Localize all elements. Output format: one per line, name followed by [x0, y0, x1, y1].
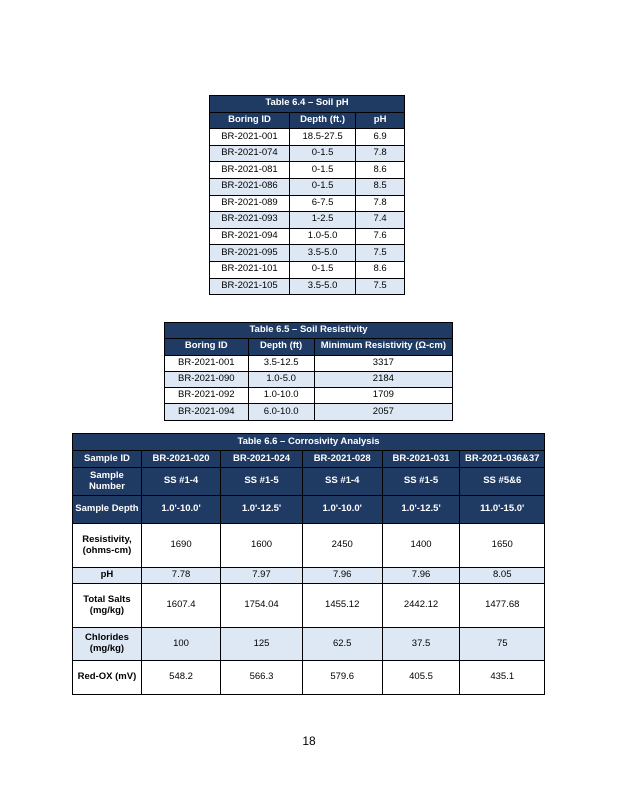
table-row — [210, 129, 405, 146]
value-cell: 2450 — [302, 524, 382, 568]
value-cell: 125 — [221, 628, 303, 661]
value-cell: 1607.4 — [141, 584, 220, 628]
ph-cell: 7.6 — [356, 228, 405, 245]
resistivity-cell: 2057 — [314, 404, 452, 420]
ph-cell: 8.6 — [356, 162, 405, 179]
sample-number-cell: SS #5&6 — [460, 468, 545, 496]
boring-id-cell: BR-2021-090 — [165, 371, 249, 387]
value-cell: 37.5 — [382, 628, 460, 661]
boring-id-cell: BR-2021-001 — [210, 129, 290, 146]
ph-cell: 7.5 — [356, 278, 405, 295]
ph-cell: 7.5 — [356, 245, 405, 262]
boring-id-cell: BR-2021-001 — [165, 355, 249, 371]
ph-cell: 7.8 — [356, 195, 405, 212]
depth-cell: 0-1.5 — [289, 178, 355, 195]
sample-number-cell: SS #1-5 — [382, 468, 460, 496]
depth-cell: 18.5-27.5 — [289, 129, 355, 146]
sample-number-cell: SS #1-4 — [302, 468, 382, 496]
value-cell: 7.96 — [382, 568, 460, 584]
page-number: 18 — [302, 734, 316, 748]
value-cell: 1477.68 — [460, 584, 545, 628]
table-row — [210, 278, 405, 295]
table-row — [210, 145, 405, 162]
column-header: Depth (ft.) — [289, 112, 355, 129]
value-cell: 1690 — [141, 524, 220, 568]
value-cell: 7.97 — [221, 568, 303, 584]
row-label: Resistivity, (ohms-cm) — [73, 524, 142, 568]
depth-cell: 0-1.5 — [289, 261, 355, 278]
depth-cell: 1.0-5.0 — [248, 371, 314, 387]
sample-depth-label: Sample Depth — [73, 496, 142, 524]
corrosivity-table-title: Table 6.6 – Corrosivity Analysis — [73, 434, 545, 451]
value-cell: 579.6 — [302, 661, 382, 695]
table-row — [210, 245, 405, 262]
sample-depth-cell: 1.0'-12.5' — [221, 496, 303, 524]
row-label: Red-OX (mV) — [73, 661, 142, 695]
value-cell: 8.05 — [460, 568, 545, 584]
row-label: Total Salts (mg/kg) — [73, 584, 142, 628]
sample-id-cell: BR-2021-036&37 — [460, 451, 545, 468]
value-cell: 548.2 — [141, 661, 220, 695]
depth-cell: 1.0-10.0 — [248, 388, 314, 404]
value-cell: 100 — [141, 628, 220, 661]
table-row — [165, 355, 453, 371]
boring-id-cell: BR-2021-081 — [210, 162, 290, 179]
sample-number-label: Sample Number — [73, 468, 142, 496]
sample-depth-cell: 1.0'-12.5' — [382, 496, 460, 524]
column-header: pH — [356, 112, 405, 129]
soil-ph-table — [209, 95, 405, 295]
sample-id-label: Sample ID — [73, 451, 142, 468]
value-cell: 62.5 — [302, 628, 382, 661]
sample-depth-cell: 1.0'-10.0' — [302, 496, 382, 524]
table-row — [210, 195, 405, 212]
table-row — [73, 584, 545, 628]
sample-depth-cell: 11.0'-15.0' — [460, 496, 545, 524]
table-row — [165, 404, 453, 420]
value-cell: 1754.04 — [221, 584, 303, 628]
value-cell: 2442.12 — [382, 584, 460, 628]
soil-resistivity-table-title: Table 6.5 – Soil Resistivity — [165, 323, 453, 339]
column-header: Boring ID — [210, 112, 290, 129]
boring-id-cell: BR-2021-086 — [210, 178, 290, 195]
depth-cell: 3.5-5.0 — [289, 245, 355, 262]
table-row — [210, 178, 405, 195]
ph-cell: 7.4 — [356, 212, 405, 229]
value-cell: 435.1 — [460, 661, 545, 695]
boring-id-cell: BR-2021-095 — [210, 245, 290, 262]
table-row — [210, 228, 405, 245]
boring-id-cell: BR-2021-089 — [210, 195, 290, 212]
soil-ph-table-title: Table 6.4 – Soil pH — [210, 96, 405, 113]
boring-id-cell: BR-2021-092 — [165, 388, 249, 404]
table-row — [210, 212, 405, 229]
sample-id-cell: BR-2021-031 — [382, 451, 460, 468]
ph-cell: 6.9 — [356, 129, 405, 146]
value-cell: 7.78 — [141, 568, 220, 584]
resistivity-cell: 1709 — [314, 388, 452, 404]
boring-id-cell: BR-2021-101 — [210, 261, 290, 278]
table-row — [165, 371, 453, 387]
sample-id-cell: BR-2021-020 — [141, 451, 220, 468]
column-header: Boring ID — [165, 339, 249, 355]
sample-depth-cell: 1.0'-10.0' — [141, 496, 220, 524]
table-row — [165, 388, 453, 404]
boring-id-cell: BR-2021-074 — [210, 145, 290, 162]
sample-number-cell: SS #1-4 — [141, 468, 220, 496]
table-row — [73, 568, 545, 584]
table-row — [73, 628, 545, 661]
boring-id-cell: BR-2021-094 — [210, 228, 290, 245]
value-cell: 7.96 — [302, 568, 382, 584]
value-cell: 75 — [460, 628, 545, 661]
sample-number-cell: SS #1-5 — [221, 468, 303, 496]
table-row — [73, 524, 545, 568]
row-label: pH — [73, 568, 142, 584]
depth-cell: 3.5-5.0 — [289, 278, 355, 295]
table-row — [73, 661, 545, 695]
depth-cell: 6.0-10.0 — [248, 404, 314, 420]
depth-cell: 1-2.5 — [289, 212, 355, 229]
boring-id-cell: BR-2021-093 — [210, 212, 290, 229]
column-header: Depth (ft) — [248, 339, 314, 355]
value-cell: 1600 — [221, 524, 303, 568]
depth-cell: 0-1.5 — [289, 145, 355, 162]
value-cell: 1650 — [460, 524, 545, 568]
resistivity-cell: 3317 — [314, 355, 452, 371]
table-row — [210, 162, 405, 179]
sample-id-cell: BR-2021-028 — [302, 451, 382, 468]
row-label: Chlorides (mg/kg) — [73, 628, 142, 661]
depth-cell: 1.0-5.0 — [289, 228, 355, 245]
resistivity-cell: 2184 — [314, 371, 452, 387]
soil-resistivity-table — [164, 322, 453, 421]
value-cell: 1455.12 — [302, 584, 382, 628]
depth-cell: 6-7.5 — [289, 195, 355, 212]
value-cell: 566.3 — [221, 661, 303, 695]
depth-cell: 3.5-12.5 — [248, 355, 314, 371]
sample-id-cell: BR-2021-024 — [221, 451, 303, 468]
ph-cell: 8.5 — [356, 178, 405, 195]
table-row — [210, 261, 405, 278]
column-header: Minimum Resistivity (Ω-cm) — [314, 339, 452, 355]
ph-cell: 8.6 — [356, 261, 405, 278]
value-cell: 1400 — [382, 524, 460, 568]
depth-cell: 0-1.5 — [289, 162, 355, 179]
ph-cell: 7.8 — [356, 145, 405, 162]
boring-id-cell: BR-2021-094 — [165, 404, 249, 420]
value-cell: 405.5 — [382, 661, 460, 695]
corrosivity-analysis-table — [72, 433, 545, 695]
boring-id-cell: BR-2021-105 — [210, 278, 290, 295]
